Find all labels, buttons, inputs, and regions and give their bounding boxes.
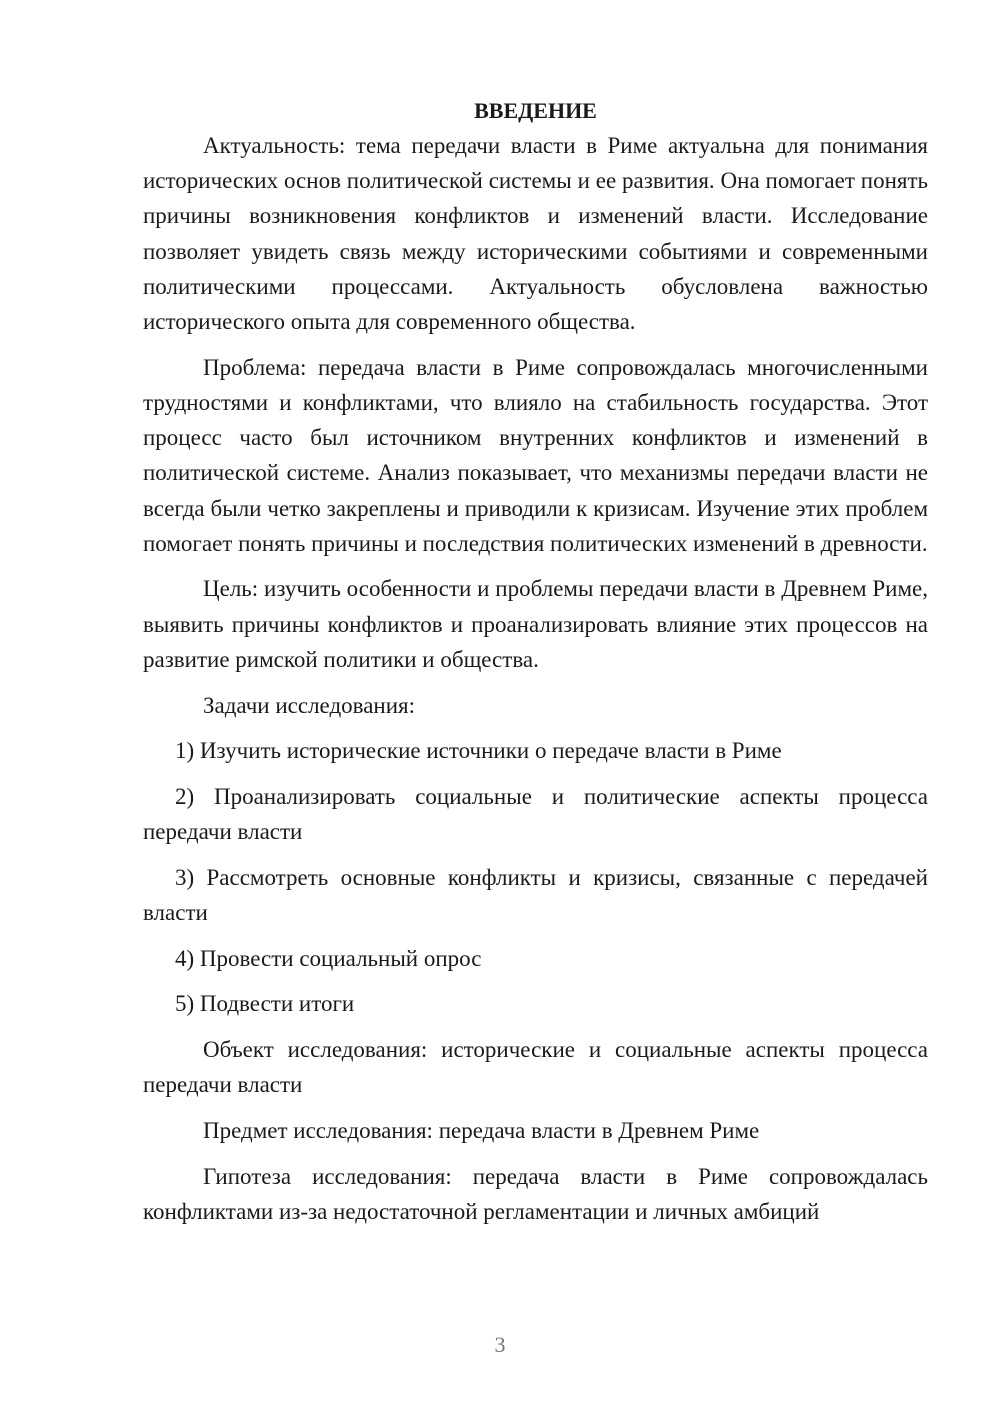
relevance-paragraph: Актуальность: тема передачи власти в Риме актуальна для понимания исторических основ политической системы и ее развития. Она помогает понять причины возникновения конфликтов и изменений власти. Исследование позволяет увидеть связь между историческими событиями и современными политическими процессами. Актуальность обусловлена важностью исторического опыта для современного общества. bbox=[143, 133, 928, 335]
problem-paragraph: Проблема: передача власти в Риме сопровождалась многочисленными трудностями и конфликтами, что влияло на стабильность государства. Этот процесс часто был источником внутренних конфликтов и изменений в политической системе. Анализ показывает, что механизмы передачи власти не всегда были четко закреплены и приводили к кризисам. Изучение этих проблем помогает понять причины и последствия политических изменений в древности. bbox=[143, 354, 928, 556]
section-heading: ВВЕДЕНИЕ bbox=[474, 98, 597, 123]
task-item: 3) Рассмотреть основные конфликты и кризисы, связанные с передачей власти bbox=[143, 864, 928, 926]
hypothesis-paragraph: Гипотеза исследования: передача власти в Риме сопровождалась конфликтами из-за недостаточной регламентации и личных амбиций bbox=[143, 1163, 928, 1224]
task-item: 5) Подвести итоги bbox=[175, 991, 355, 1017]
object-paragraph: Объект исследования: исторические и социальные аспекты процесса передачи власти bbox=[143, 1037, 928, 1098]
page-number: 3 bbox=[494, 1332, 506, 1357]
subject-paragraph: Предмет исследования: передача власти в Древнем Риме bbox=[203, 1118, 760, 1144]
task-item: 4) Провести социальный опрос bbox=[175, 945, 482, 971]
tasks-title: Задачи исследования: bbox=[203, 692, 416, 718]
task-item: 2) Проанализировать социальные и политические аспекты процесса передачи власти bbox=[143, 783, 928, 845]
page-body bbox=[143, 93, 928, 1320]
goal-paragraph: Цель: изучить особенности и проблемы передачи власти в Древнем Риме, выявить причины конфликтов и проанализировать влияние этих процессов на развитие римской политики и общества. bbox=[143, 576, 928, 672]
task-item: 1) Изучить исторические источники о передаче власти в Риме bbox=[175, 738, 782, 764]
